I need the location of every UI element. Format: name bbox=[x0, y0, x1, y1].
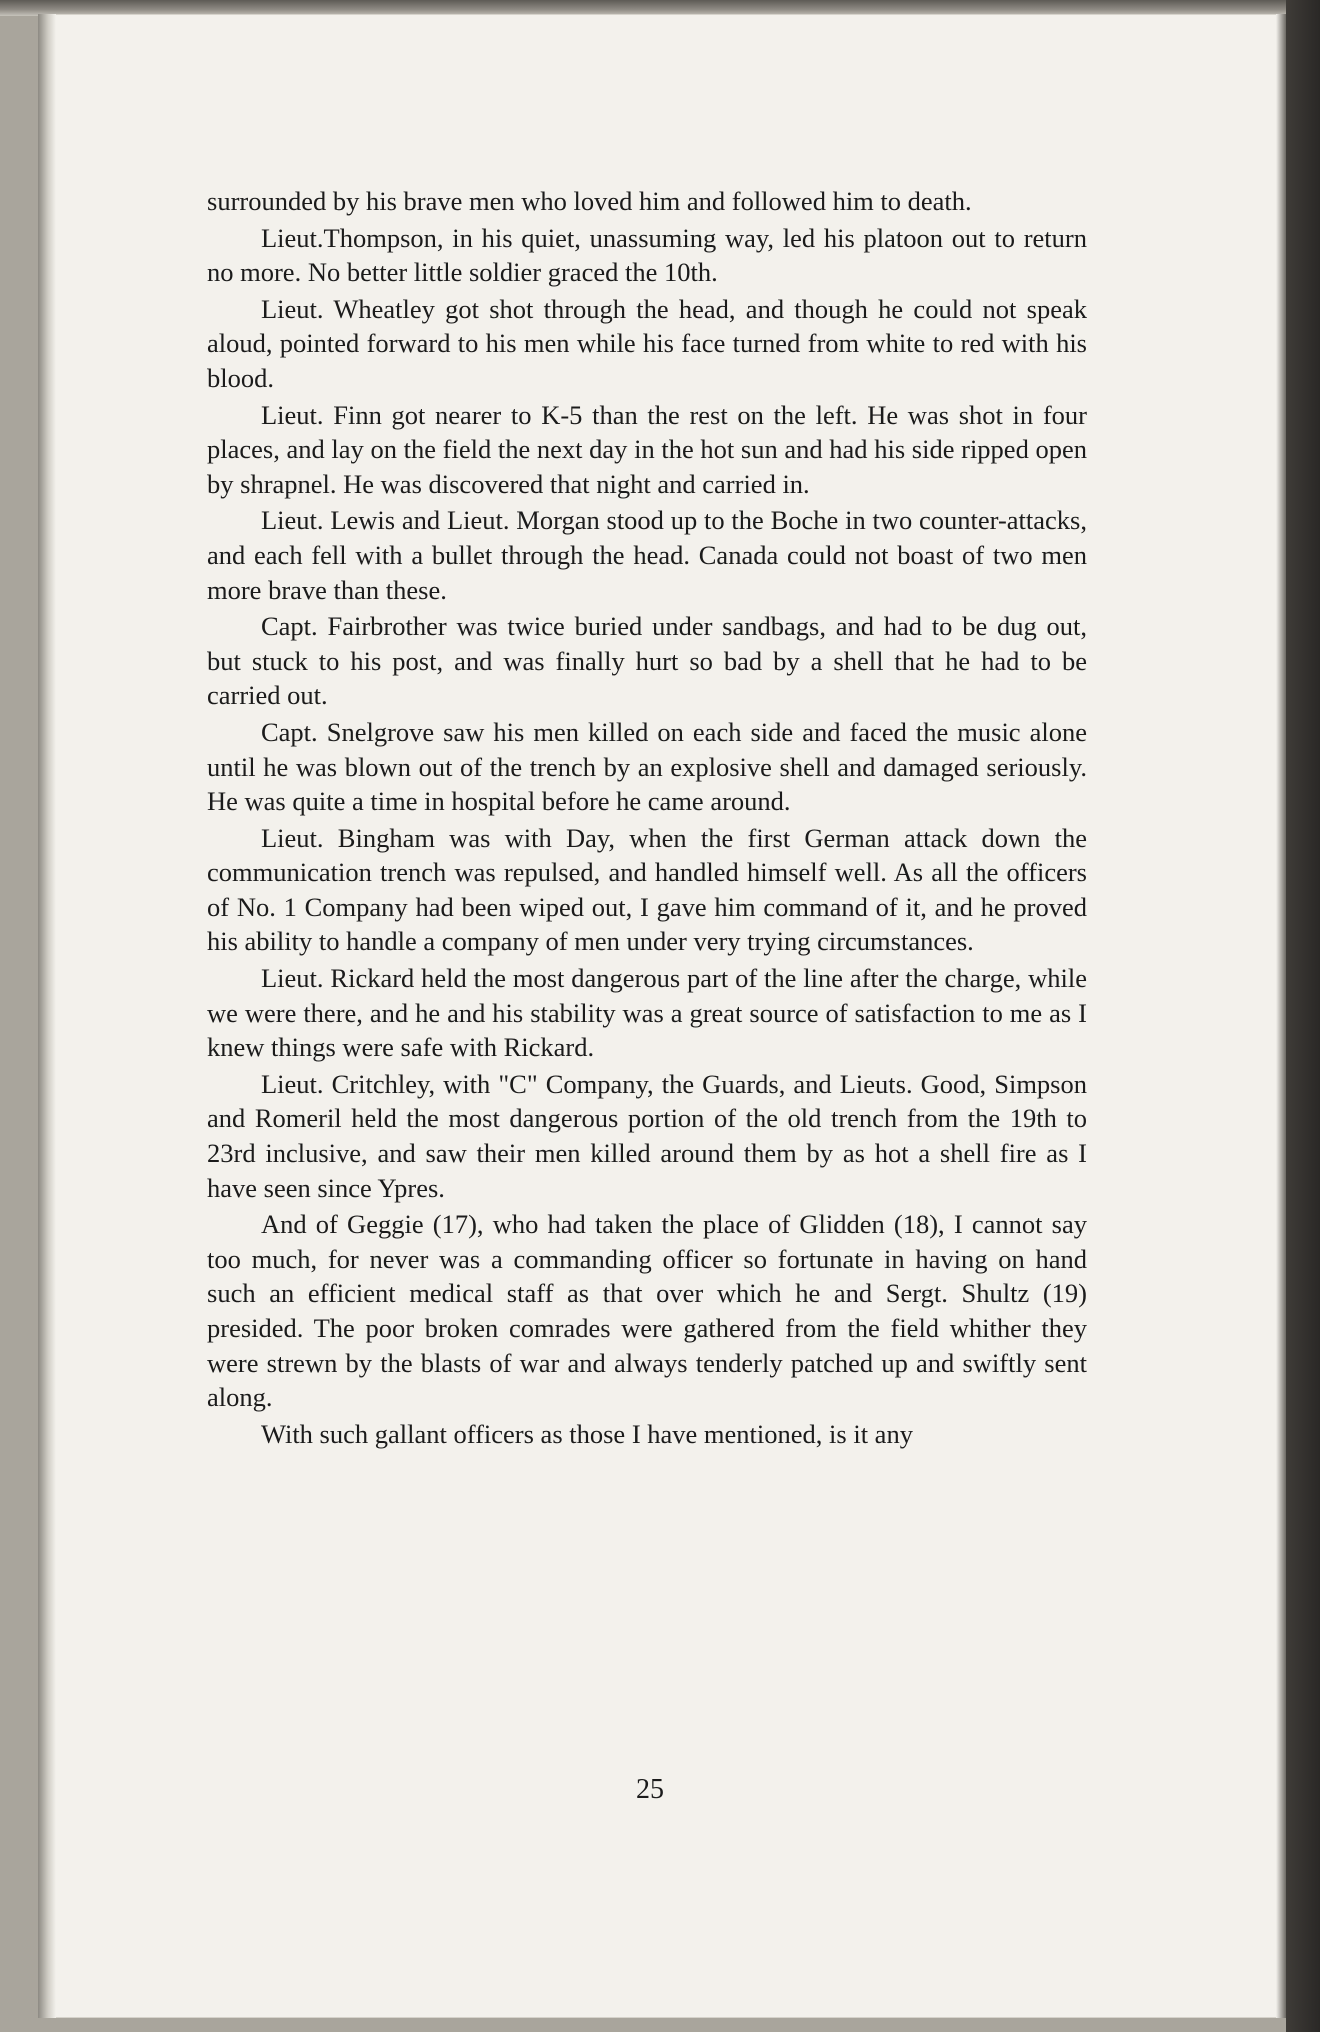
page-right-edge-shadow bbox=[1276, 14, 1286, 2018]
book-cover-edge bbox=[1286, 0, 1320, 2032]
paragraph-6: Capt. Fairbrother was twice buried under sandbags, and had to be dug out, but stuck to his post, and was finally hurt so bad by a shell that he had to be carried out. bbox=[207, 611, 1087, 711]
paragraph-11: And of Geggie (17), who had taken the place of Glidden (18), I cannot say too much, for never was a commanding officer so fortunate in having on hand such an efficient medical staff as that over which he and Sergt. Shultz (19) presided. The poor broken comrades were gathered from the field whither they were strewn by the blasts of war and always tenderly patched up and swiftly sent along. bbox=[207, 1209, 1087, 1413]
paragraph-3: Lieut. Wheatley got shot through the head, and though he could not speak aloud, pointed forward to his men while his face turned from white to red with his blood. bbox=[207, 293, 1087, 393]
paragraph-2: Lieut.Thompson, in his quiet, unassuming way, led his platoon out to return no more. No better little soldier graced the 10th. bbox=[207, 222, 1087, 288]
paragraph-9: Lieut. Rickard held the most dangerous part of the line after the charge, while we were there, and he and his stability was a great source of satisfaction to me as I knew things were safe with Rickard. bbox=[207, 963, 1087, 1063]
paragraph-8: Lieut. Bingham was with Day, when the first German attack down the communication trench was repulsed, and handled himself well. As all the officers of No. 1 Company had been wiped out, I gave him command of it, and he proved his ability to handle a company of men under very trying circumstances. bbox=[207, 822, 1087, 957]
paragraph-7: Capt. Snelgrove saw his men killed on each side and faced the music alone until he was blown out of the trench by an explosive shell and damaged seriously. He was quite a time in hospital before he came around. bbox=[207, 716, 1087, 817]
paragraph-12: With such gallant officers as those I have mentioned, is it any bbox=[261, 1418, 913, 1449]
page-spine-shadow bbox=[38, 14, 56, 2018]
paragraph-10: Lieut. Critchley, with "C" Company, the Guards, and Lieuts. Good, Simpson and Romeril held the most dangerous portion of the old trench from the 19th to 23rd inclusive, and saw their men killed around them by as hot a shell fire as I have seen since Ypres. bbox=[207, 1068, 1087, 1203]
paragraph-1: surrounded by his brave men who loved him and followed him to death. bbox=[207, 186, 972, 216]
page-number: 25 bbox=[636, 1774, 664, 1805]
paragraph-5: Lieut. Lewis and Lieut. Morgan stood up to the Boche in two counter-attacks, and each fell with a bullet through the head. Canada could not boast of two men more brave than these. bbox=[207, 505, 1087, 605]
paragraph-4: Lieut. Finn got nearer to K-5 than the rest on the left. He was shot in four places, and lay on the field the next day in the hot sun and had his side ripped open by shrapnel. He was discovered that night and carried in. bbox=[207, 399, 1087, 499]
body-text bbox=[207, 184, 1087, 1453]
